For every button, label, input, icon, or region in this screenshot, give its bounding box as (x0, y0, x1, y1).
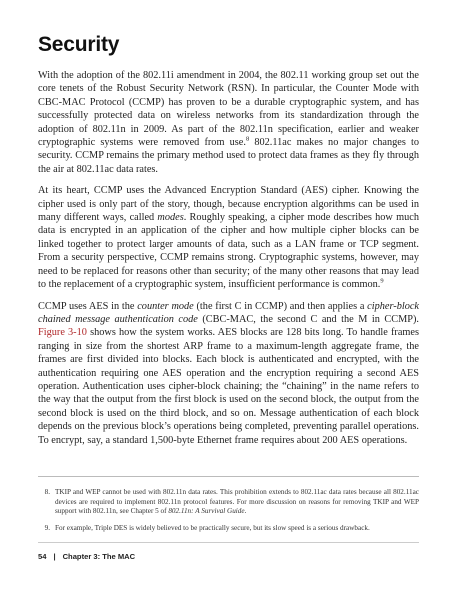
footnotes (38, 488, 419, 540)
footer-separator: | (53, 552, 56, 561)
page-footer (38, 552, 135, 561)
footnote-8 (38, 488, 419, 517)
page-number: 54 (38, 552, 47, 561)
paragraph-1: With the adoption of the 802.11i amendment in 2004, the 802.11 working group set out the core tenets of the Robust Security Network (RSN). In particular, the Counter Mode with CBC-MAC Protocol (CCMP) has proven to be a durable cryptographic system, and has successfully protected data on wireless networks from its standardization through the adoption of 802.11n in 2009. As part of the 802.11n specification, earlier and weaker cryptographic systems were removed from use.$^8$ 802.11ac makes no major changes to security. CCMP remains the primary method used to protect data frames as they fly through the air at 802.11ac data rates. (38, 70, 420, 175)
body-text (38, 69, 419, 455)
footnote-ref-9[interactable]: 9 (380, 277, 384, 285)
paragraph-3: CCMP uses AES in the counter mode (the first C in CCMP) and then applies a cipher-block chained message authentication code (CBC-MAC, the second C and the M in CCMP). Figure 3-10 shows how the system works. AES blocks are 128 bits long. To handle frames ranging in size from the shortest ARP frame to a maximum-length aggregate frame, the frames are first divided into blocks. Each block is authenticated and encrypted, with the authentication requiring one AES operation and the encryption requiring a second AES operation. Authentication uses cipher-block chaining; the “chaining” in the name refers to the way that the output from the first block is used on the second block, the output from the second block is used on the third block, and so on. Message authentication of each block depends on the previous block’s operations being completed, preventing parallel operations. To encrypt, say, a standard 1,500-byte Ethernet frame requires about 200 AES operations. (38, 300, 419, 446)
footnote-number: 9. (44, 523, 50, 532)
footnote-divider (38, 476, 419, 477)
chapter-title: Chapter 3: The MAC (62, 552, 136, 561)
footnote-text: TKIP and WEP cannot be used with 802.11n data rates. This prohibition extends to 802.11ac data rates because all 802.11ac devices are required to implement 802.11n protocol features. For more discussion on reasons for removing TKIP and WEP support with 802.11n, see Chapter 5 of 802.11n: A Survival Guide. (55, 488, 419, 516)
paragraph-2: At its heart, CCMP uses the Advanced Encryption Standard (AES) cipher. Knowing the cipher used is only part of the story, though, because encryption algorithms can be used in many different ways, called modes. Roughly speaking, a cipher mode describes how much data is encrypted in an application of the cipher and how multiple cipher blocks can be linked together to protect larger amounts of data, such as a LAN frame or TCP segment. From a security perspective, CCMP remains strong. Cryptographic systems, however, may need to be replaced for reasons other than security; of the many other reasons that may lead to the replacement of a cryptographic system, insufficient performance is common.$^9$ (38, 185, 419, 291)
section-heading: Security (38, 33, 120, 56)
footnote-9 (38, 524, 419, 534)
footnote-number: 8. (44, 488, 50, 496)
footnote-ref-8[interactable]: 8 (245, 135, 250, 143)
figure-link[interactable]: Figure 3-10 (38, 327, 87, 339)
footnote-text: For example, Triple DES is widely believed to be practically secure, but its slow speed is a serious drawback. (55, 523, 370, 532)
footer-divider (38, 542, 419, 543)
